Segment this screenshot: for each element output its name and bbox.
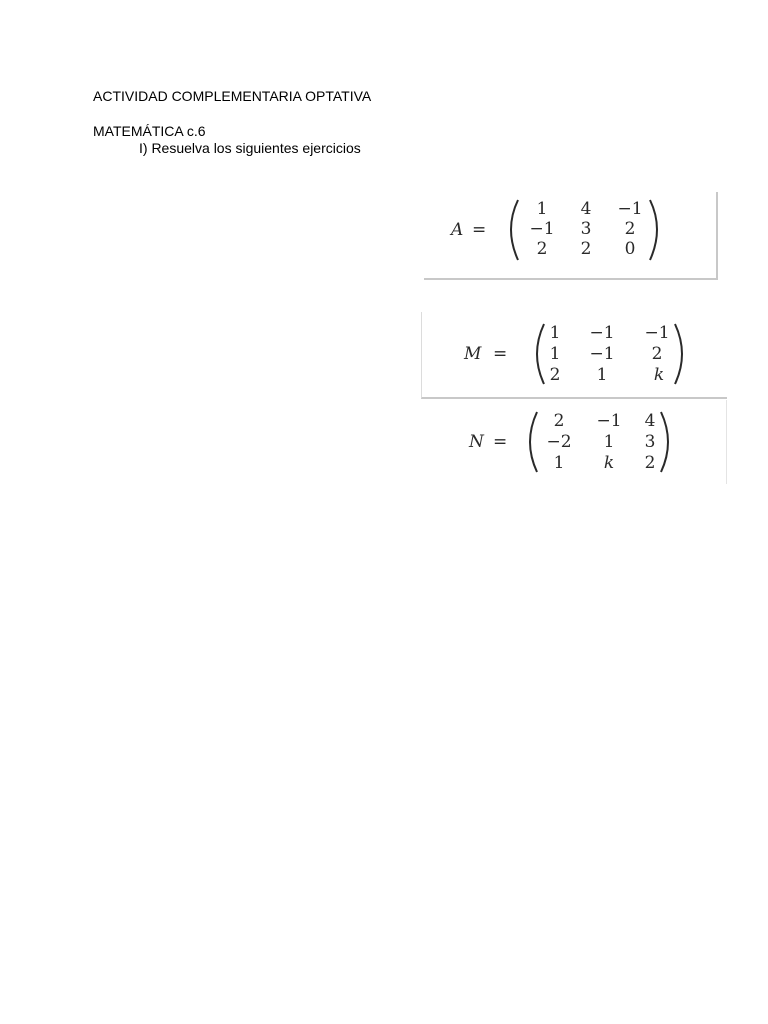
- document-title: ACTIVIDAD COMPLEMENTARIA OPTATIVA: [93, 88, 372, 104]
- matrix-n-cell: 2: [553, 411, 565, 431]
- matrix-n-cell: −1: [596, 411, 622, 431]
- matrix-a-name: A: [451, 220, 464, 240]
- matrix-a-cell: 2: [580, 239, 592, 259]
- matrix-m-right-paren: [675, 324, 682, 384]
- matrix-n-cell: 1: [553, 453, 565, 473]
- matrix-a-cell: 0: [624, 239, 636, 259]
- matrix-m-cell: k: [653, 365, 665, 385]
- matrix-m-formula: [422, 312, 727, 397]
- matrix-a-left-paren: [511, 200, 518, 260]
- exercise-instruction: I) Resuelva los siguientes ejercicios: [139, 140, 361, 156]
- matrix-n-left-paren: [530, 412, 537, 472]
- matrix-m-image: [421, 312, 727, 399]
- matrix-n-cell: 2: [644, 453, 656, 473]
- matrix-n-cell: 4: [644, 411, 656, 431]
- matrix-n-cell: 3: [644, 432, 656, 452]
- matrix-m-left-paren: [537, 324, 544, 384]
- matrix-n-formula: [421, 400, 726, 484]
- matrix-n-name: N: [469, 432, 484, 452]
- matrix-a-cell: 2: [536, 239, 548, 259]
- matrix-m-cell: 2: [651, 344, 663, 364]
- matrix-n-cell: 1: [603, 432, 615, 452]
- matrix-a-cell: 1: [536, 199, 548, 219]
- matrix-a-image: [424, 192, 718, 280]
- svg-text:=: =: [493, 432, 508, 452]
- matrix-m-cell: 1: [596, 365, 608, 385]
- matrix-m-cell: 1: [549, 344, 561, 364]
- svg-text:=: =: [493, 344, 508, 364]
- svg-text:=: =: [472, 220, 487, 240]
- matrix-a-cell: −1: [617, 199, 643, 219]
- matrix-m-cell: −1: [589, 323, 615, 343]
- matrix-m-name: M: [464, 344, 482, 364]
- matrix-a-cell: 3: [580, 219, 592, 239]
- matrix-m-cell: −1: [644, 323, 670, 343]
- matrix-m-cell: 2: [549, 365, 561, 385]
- subject-heading: MATEMÁTICA c.6: [93, 123, 206, 139]
- matrix-m-cell: 1: [549, 323, 561, 343]
- matrix-n-image: [421, 400, 727, 484]
- matrix-a-cell: 4: [580, 199, 592, 219]
- matrix-a-cell: −1: [529, 219, 555, 239]
- matrix-n-cell: k: [603, 453, 615, 473]
- matrix-a-formula: [424, 192, 716, 278]
- matrix-m-cell: −1: [589, 344, 615, 364]
- matrix-n-cell: −2: [546, 432, 572, 452]
- matrix-a-right-paren: [650, 200, 657, 260]
- matrix-n-right-paren: [661, 412, 668, 472]
- matrix-a-cell: 2: [624, 219, 636, 239]
